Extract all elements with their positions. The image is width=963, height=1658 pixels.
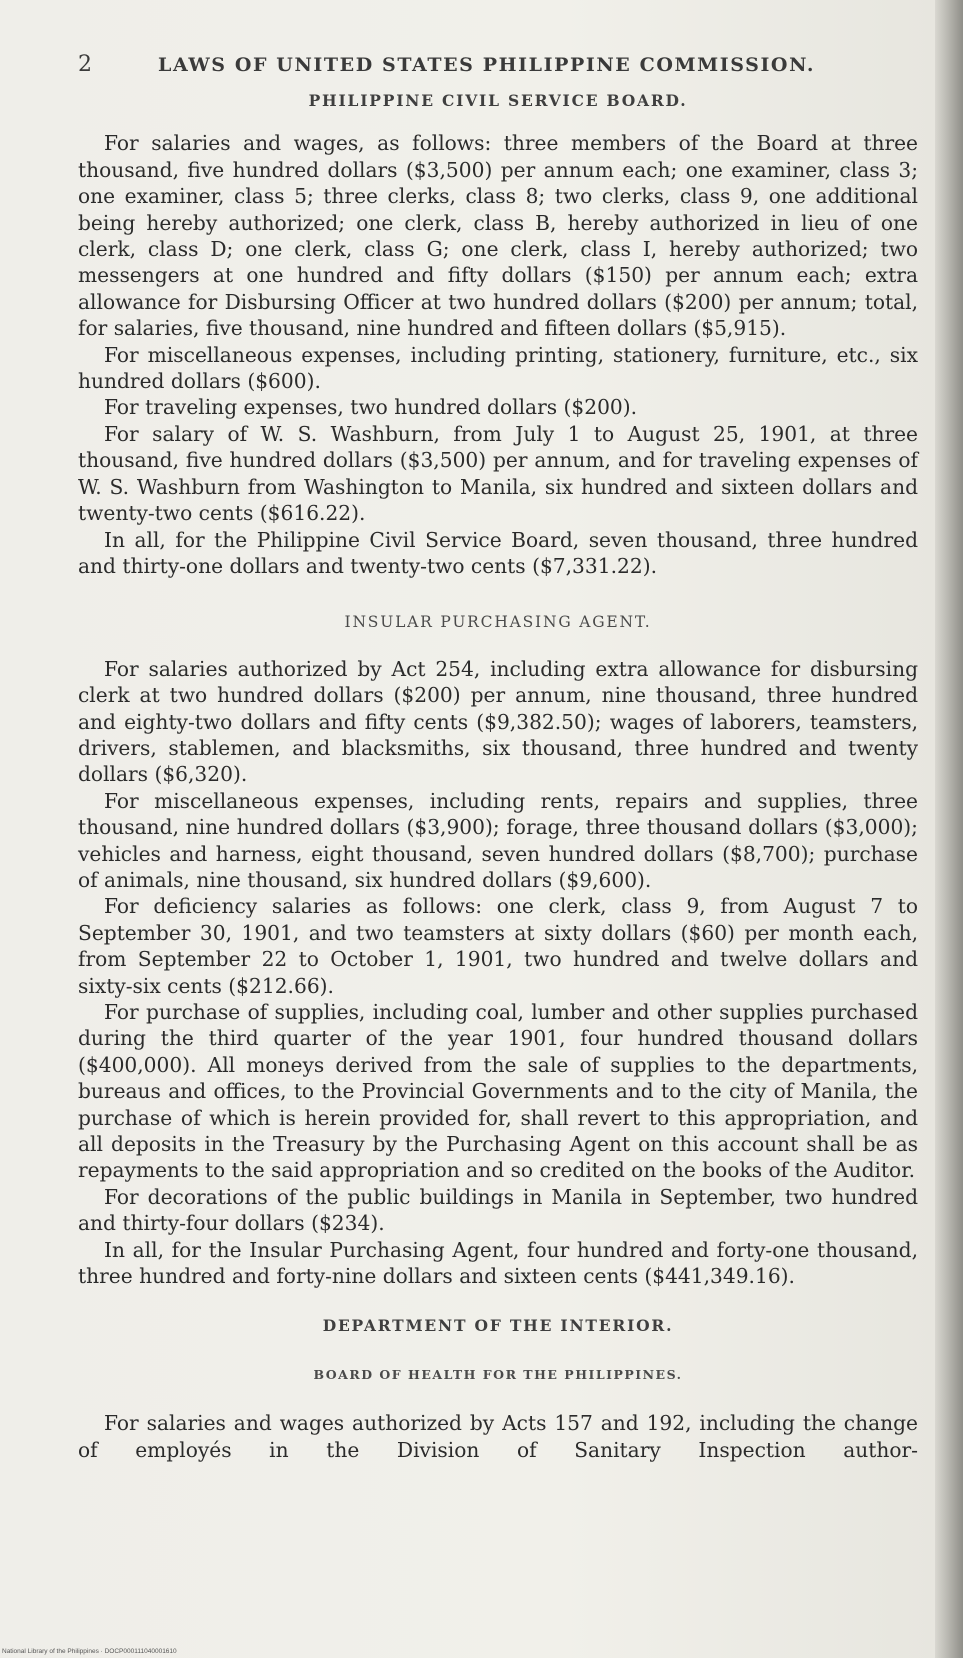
subsection-heading-board-of-health: BOARD OF HEALTH FOR THE PHILIPPINES. [313,1366,683,1382]
page-edge-shadow [935,0,963,1658]
paragraph: For salary of W. S. Washburn, from July 1 to August 25, 1901, at three thousand, five hundred dollars ($3,500) per annum, and for traveling expenses of W. S. Washburn from Washington to Manila, six hundred and sixteen dollars and twenty-two cents ($616.22). [78,421,918,526]
section-heading-purchasing-agent: INSULAR PURCHASING AGENT. [344,613,652,632]
paragraph: For decorations of the public buildings in Manila in September, two hundred and thirty-four dollars ($234). [78,1184,918,1236]
page-number: 2 [78,52,94,77]
paragraph: For salaries and wages authorized by Acts 157 and 192, including the change of employés in the Division of Sanitary Inspection author- [78,1411,918,1462]
page-content [78,52,918,1463]
paragraph: For purchase of supplies, including coal, lumber and other supplies purchased during the third quarter of the year 1901, four hundred thousand dollars ($400,000). All moneys derived from the sale of supplies to the departments, bureaus and offices, to the Provincial Governments and to the city of Manila, the purchase of which is herein provided for, shall revert to this appropriation, and all deposits in the Treasury by the Purchasing Agent on this account shall be as repayments to the said appropriation and so credited on the books of the Auditor. [78,1000,918,1183]
running-title: LAWS OF UNITED STATES PHILIPPINE COMMISSION. [158,54,816,76]
section-heading-civil-service: PHILIPPINE CIVIL SERVICE BOARD. [308,91,688,110]
paragraph: In all, for the Insular Purchasing Agent, four hundred and forty-one thousand, three hundred and forty-nine dollars and sixteen cents ($441,349.16). [78,1237,918,1289]
paragraph: For miscellaneous expenses, including rents, repairs and supplies, three thousand, nine hundred dollars ($3,900); forage, three thousand dollars ($3,000); vehicles and harness, eight thousand, seven hundred dollars ($8,700); purchase of animals, nine thousand, six hundred dollars ($9,600). [78,788,918,892]
paragraph: For traveling expenses, two hundred dollars ($200). [104,395,638,420]
scan-footer: National Library of the Philippines · DOCP000111040001610 [2,1648,177,1655]
department-heading: DEPARTMENT OF THE INTERIOR. [322,1316,674,1336]
paragraph: In all, for the Philippine Civil Service Board, seven thousand, three hundred and thirty-one dollars and twenty-two cents ($7,331.22). [78,527,918,578]
paragraph: For salaries and wages, as follows: three members of the Board at three thousand, five hundred dollars ($3,500) per annum each; one examiner, class 3; one examiner, class 5; three clerks, class 8; two clerks, class 9, one additional being hereby authorized; one clerk, class B, hereby authorized in lieu of one clerk, class D; one clerk, class G; one clerk, class I, hereby authorized; two messengers at one hundred and fifty dollars ($150) per annum each; extra allowance for Disbursing Officer at two hundred dollars ($200) per annum; total, for salaries, five thousand, nine hundred and fifteen dollars ($5,915). [78,131,918,341]
running-header [78,52,918,82]
paragraph: For miscellaneous expenses, including printing, stationery, furniture, etc., six hundred dollars ($600). [78,342,918,394]
paragraph: For deficiency salaries as follows: one clerk, class 9, from August 7 to September 30, 1901, and two teamsters at sixty dollars ($60) per month each, from September 22 to October 1, 1901, two hundred and twelve dollars and sixty-six cents ($212.66). [78,894,918,998]
paragraph: For salaries authorized by Act 254, including extra allowance for disbursing clerk at two hundred dollars ($200) per annum, nine thousand, three hundred and eighty-two dollars and fifty cents ($9,382.50); wages of laborers, teamsters, drivers, stablemen, and blacksmiths, six thousand, three hundred and twenty dollars ($6,320). [78,656,918,787]
